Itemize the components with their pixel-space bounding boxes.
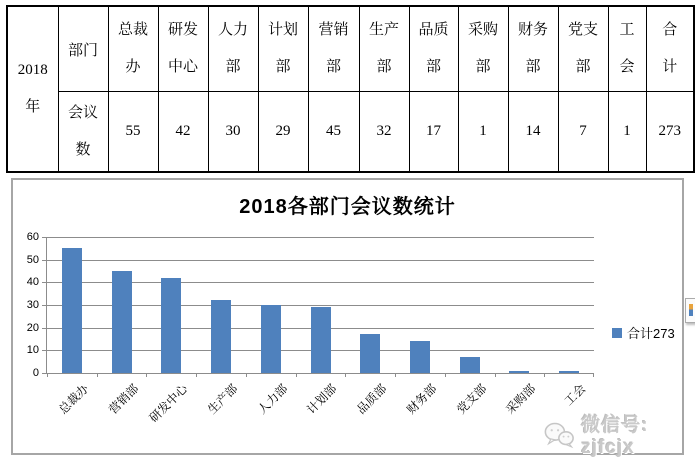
- y-axis-tick: [42, 328, 47, 329]
- count-label: 会议数: [67, 104, 98, 158]
- gridline: [47, 237, 594, 238]
- dept-header-label: 总裁办: [117, 22, 148, 75]
- count-value-cell: [508, 92, 558, 173]
- count-value: 45: [326, 123, 341, 139]
- dept-header-cell: [409, 6, 458, 92]
- y-axis-label: 40: [26, 276, 39, 289]
- watermark: [543, 410, 682, 457]
- count-value-cell: [409, 92, 458, 173]
- legend-label: 合计273: [627, 326, 675, 341]
- count-value: 29: [275, 123, 291, 139]
- x-axis-tick: [345, 373, 346, 377]
- count-value-cell: [308, 92, 359, 173]
- y-axis-tick: [42, 282, 47, 283]
- legend: [612, 323, 675, 342]
- bar: [460, 357, 480, 373]
- dept-header-cell: [558, 6, 608, 92]
- x-axis-label: 采购部: [503, 381, 539, 417]
- count-value-cell: [608, 92, 646, 173]
- dept-label: 部门: [67, 42, 98, 59]
- dept-header-cell: [208, 6, 258, 92]
- count-value-cell: [208, 92, 258, 173]
- count-value: 30: [225, 123, 241, 139]
- x-axis-label: 计划部: [304, 381, 340, 417]
- dept-header-cell: [508, 6, 558, 92]
- x-axis-tick: [196, 373, 197, 377]
- dept-header-label: 采购部: [467, 22, 498, 75]
- gridline: [47, 260, 594, 261]
- bar: [509, 371, 529, 373]
- y-axis-label: 60: [26, 231, 39, 243]
- count-label-cell: [58, 92, 108, 173]
- chart-title: 2018各部门会议数统计: [239, 196, 456, 218]
- bar: [161, 278, 181, 373]
- legend-swatch-icon: [612, 328, 622, 338]
- count-value: 1: [623, 123, 631, 139]
- x-axis-tick: [296, 373, 297, 377]
- wechat-icon: [543, 416, 576, 454]
- x-axis-tick: [146, 373, 147, 377]
- y-axis-tick: [42, 350, 47, 351]
- dept-header-cell: [359, 6, 409, 92]
- bar: [559, 371, 579, 373]
- count-value-cell: [558, 92, 608, 173]
- y-axis-tick: [42, 260, 47, 261]
- bar: [360, 334, 380, 373]
- floating-button-partial[interactable]: [685, 298, 695, 323]
- count-value: 55: [125, 123, 141, 139]
- count-value-cell: [108, 92, 158, 173]
- dept-header-label: 工会: [619, 22, 635, 75]
- x-axis-label: 总裁办: [55, 381, 92, 417]
- x-axis-tick: [495, 373, 496, 377]
- x-axis-label: 营销部: [105, 381, 141, 417]
- x-axis-label: 财务部: [403, 381, 440, 417]
- chart-container: [11, 178, 684, 455]
- x-axis-tick: [544, 373, 545, 377]
- dept-header-label: 人力部: [217, 22, 248, 75]
- year-label: 2018 年: [17, 62, 48, 115]
- count-value: 17: [426, 123, 441, 139]
- dept-header-label: 生产部: [368, 22, 399, 75]
- x-axis-label: 工会: [561, 381, 589, 409]
- dept-header-cell: [158, 6, 208, 92]
- dept-header-label: 财务部: [517, 22, 548, 75]
- count-value-cell: [258, 92, 308, 173]
- bar: [311, 307, 331, 373]
- y-axis-label: 10: [26, 344, 39, 357]
- count-value-cell: [458, 92, 508, 173]
- bar: [410, 341, 430, 373]
- count-value-cell: [158, 92, 208, 173]
- dept-label-cell: [58, 6, 108, 92]
- dept-header-cell: [608, 6, 646, 92]
- x-axis-tick: [246, 373, 247, 377]
- x-axis-label: 党支部: [453, 381, 490, 417]
- bar: [62, 248, 82, 373]
- total-header-cell: [646, 6, 694, 92]
- y-axis-tick: [42, 305, 47, 306]
- bar: [261, 305, 281, 373]
- dept-header-cell: [258, 6, 308, 92]
- bar: [112, 271, 132, 373]
- count-value: 42: [175, 123, 191, 139]
- x-axis-label: 生产部: [204, 381, 241, 417]
- count-value-cell: [359, 92, 409, 173]
- dept-header-cell: [108, 6, 158, 92]
- x-axis-label: 研发中心: [146, 381, 191, 426]
- x-axis-label: 人力部: [254, 381, 291, 417]
- count-value: 1: [479, 123, 487, 139]
- x-axis-tick: [445, 373, 446, 377]
- year-cell: [7, 6, 58, 172]
- x-axis-tick: [395, 373, 396, 377]
- count-value: 7: [579, 123, 587, 139]
- dept-header-cell: [458, 6, 508, 92]
- bar: [211, 300, 231, 373]
- total-value: 273: [658, 123, 681, 139]
- x-axis-tick: [593, 373, 594, 377]
- total-header-label: 合计: [662, 22, 678, 75]
- dept-header-label: 计划部: [267, 22, 298, 75]
- count-value: 14: [525, 123, 541, 139]
- y-axis-label: 20: [26, 321, 39, 334]
- x-axis-label: 品质部: [354, 381, 390, 417]
- dept-header-label: 研发中心: [167, 22, 198, 75]
- summary-table: [6, 5, 695, 173]
- chart-button-glyph-icon: [689, 304, 693, 316]
- x-axis-tick: [97, 373, 98, 377]
- total-value-cell: [646, 92, 694, 173]
- plot-area: [26, 231, 594, 426]
- dept-header-label: 品质部: [418, 22, 449, 75]
- y-axis-tick: [42, 237, 47, 238]
- dept-header-label: 营销部: [318, 22, 349, 75]
- count-value: 32: [376, 123, 392, 139]
- y-axis-label: 30: [26, 299, 39, 311]
- dept-header-cell: [308, 6, 359, 92]
- dept-header-label: 党支部: [567, 22, 598, 75]
- x-axis-tick: [47, 373, 48, 377]
- y-axis-label: 50: [26, 253, 39, 266]
- watermark-text: 微信号: zjfcjx: [581, 415, 649, 457]
- y-axis-label: 0: [32, 367, 39, 379]
